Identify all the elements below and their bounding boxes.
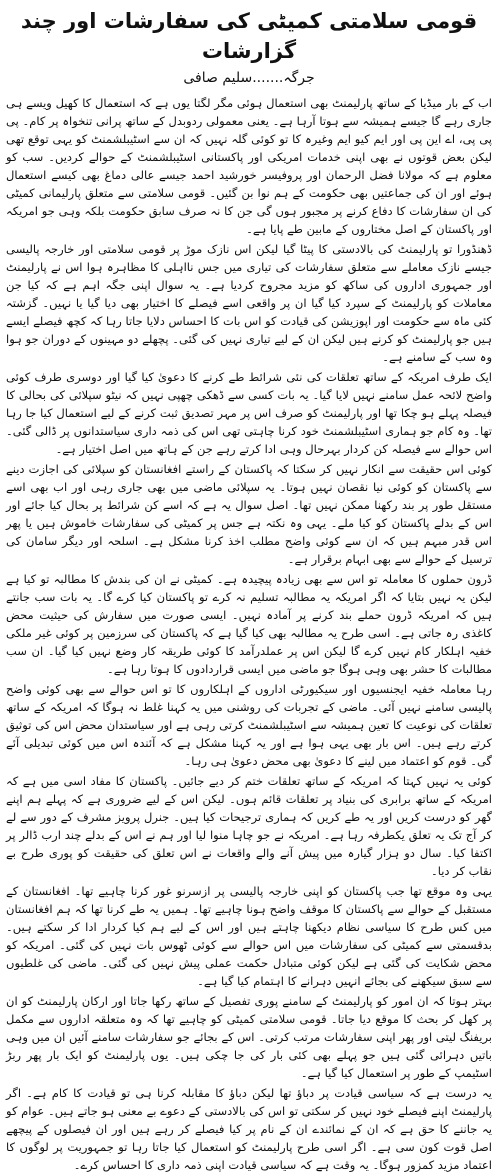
article-paragraph: یہ درست ہے کہ سیاسی قیادت پر دباؤ تھا لیکن دباؤ کا مقابلہ کرنا ہی تو قیادت کا کام ہے۔ اگر پارلیمنٹ اپنے فیصلے خود نہیں کر سکتی تو اس کی بالادستی کے دعوے بے معنی ہو جاتے ہیں۔ عوام کو یہ جاننے کا حق ہے کہ ان کے نمائندے ان کے نام پر کیا فیصلے کر رہے ہیں اور ان فیصلوں کے پیچھے اصل قوت کون سی ہے۔ اگر اسی طرح پارلیمنٹ کو استعمال کیا جاتا رہا تو جمہوریت پر لوگوں کا اعتماد مزید کمزور ہوگا۔ یہ وقت ہے کہ سیاسی قیادت اپنی ذمہ داری کا احساس کرے۔ bbox=[6, 1086, 492, 1172]
article-paragraph: ایک طرف امریکہ کے ساتھ تعلقات کی نئی شرائط طے کرنے کا دعویٰ کیا گیا اور دوسری طرف کوئی واضح لائحہ عمل سامنے نہیں لایا گیا۔ یہ بات کسی سے ڈھکی چھپی نہیں کہ نیٹو سپلائی کی بحالی کا فیصلہ پہلے ہو چکا تھا اور پارلیمنٹ کو صرف اس پر مہر تصدیق ثبت کرنے کے لیے استعمال کیا جا رہا تھا۔ وہ کام جو ہماری اسٹیبلشمنٹ خود کرنا چاہتی تھی اس کی ذمہ داری سیاستدانوں پر ڈالی گئی۔ اس حوالے سے فیصلہ کن کردار بہرحال وہی ادا کرتے رہے جن کے ہاتھ میں اصل اختیار ہے۔ bbox=[6, 370, 492, 456]
article-paragraph: کوئی اس حقیقت سے انکار نہیں کر سکتا کہ پاکستان کے راستے افغانستان کو سپلائی کی اجازت دینے سے پاکستان کو کوئی نیا نقصان نہیں ہوتا۔ یہ سپلائی ماضی میں بھی جاری رہی اور اب بھی اسے مستقل طور پر بند رکھنا ممکن نہیں تھا۔ اصل سوال یہ ہے کہ اسے کن شرائط پر بحال کیا جائے اور اس کے بدلے پاکستان کو کیا ملے۔ یہی وہ نکتہ ہے جس پر کمیٹی کی سفارشات خاموش ہیں یا پھر اس قدر مبہم ہیں کہ ان سے کوئی واضح مطلب اخذ کرنا مشکل ہے۔ اسلحہ اور دیگر سامان کی ترسیل کے حوالے سے بھی ابہام برقرار ہے۔ bbox=[6, 462, 492, 566]
article-paragraph: بہتر ہوتا کہ ان امور کو پارلیمنٹ کے سامنے پوری تفصیل کے ساتھ رکھا جاتا اور ارکان پارلیمنٹ کو ان پر کھل کر بحث کا موقع دیا جاتا۔ قومی سلامتی کمیٹی کو چاہیے تھا کہ وہ متعلقہ اداروں سے مکمل بریفنگ لیتی اور پھر اپنی سفارشات مرتب کرتی۔ اس کے بجائے جو سفارشات سامنے آئیں ان میں وہی باتیں دہرائی گئی ہیں جو پہلے بھی کئی بار کی جا چکی ہیں۔ یوں پارلیمنٹ کو ایک بار پھر ربڑ اسٹیمپ کے طور پر استعمال کیا گیا ہے۔ bbox=[6, 994, 492, 1080]
article-body bbox=[6, 94, 492, 1174]
article-paragraph: رہا معاملہ خفیہ ایجنسیوں اور سیکیورٹی اداروں کے اہلکاروں کا تو اس حوالے سے بھی کوئی واضح پالیسی سامنے نہیں آئی۔ ماضی کے تجربات کی روشنی میں یہ کہنا غلط نہ ہوگا کہ امریکہ کے ساتھ تعلقات کی نوعیت کا تعین ہمیشہ سے اسٹیبلشمنٹ کرتی رہی ہے اور سیاستدان محض اس کی توثیق کرتے رہے ہیں۔ اس بار بھی یہی ہوا ہے اور یہ کہنا مشکل ہے کہ آئندہ اس میں کوئی تبدیلی آئے گی۔ قوم کو اعتماد میں لینے کا دعویٰ بھی محض دعویٰ ہی رہا۔ bbox=[6, 682, 492, 768]
article-byline: جرگہ.......سلیم صافی bbox=[183, 70, 315, 86]
article-paragraph: ڈھنڈورا تو پارلیمنٹ کی بالادستی کا پیٹا گیا لیکن اس نازک موڑ پر قومی سلامتی اور خارجہ پالیسی جیسے نازک معاملے سے متعلق سفارشات کی تیاری میں جس نااہلی کا مظاہرہ ہوا اس نے پارلیمنٹ اور جمہوری اداروں کی ساکھ کو مزید مجروح کردیا ہے۔ یہ سوال اپنی جگہ اہم ہے کہ کیا جن معاملات کو پارلیمنٹ کے سپرد کیا گیا ان پر واقعی اسے فیصلے کا اختیار بھی دیا گیا یا نہیں۔ گزشتہ کئی ماہ سے حکومت اور اپوزیشن کی قیادت کو اس بات کا احساس دلایا جاتا رہا کہ کچھ فیصلے ایسے ہیں جو پارلیمنٹ کو کرنے ہیں لیکن ان کے لیے تیاری نہیں کی گئی۔ پچھلے دو مہینوں کے دوران جو ہوا وہ سب کے سامنے ہے۔ bbox=[6, 242, 492, 364]
article-paragraph: کوئی یہ نہیں کہتا کہ امریکہ کے ساتھ تعلقات ختم کر دیے جائیں۔ پاکستان کا مفاد اسی میں ہے کہ امریکہ کے ساتھ برابری کی بنیاد پر تعلقات قائم ہوں۔ لیکن اس کے لیے ضروری ہے کہ پہلے ہم اپنے گھر کو درست کریں اور یہ طے کریں کہ ہماری ترجیحات کیا ہیں۔ جنرل پرویز مشرف کے دور سے لے کر آج تک یہ تعلق یکطرفہ رہا ہے۔ امریکہ نے جو چاہا منوا لیا اور ہم نے اس کے بدلے چند ارب ڈالر پر اکتفا کیا۔ سال دو ہزار گیارہ میں پیش آنے والے واقعات نے اس تعلق کی حقیقت کو پوری طرح بے نقاب کر دیا۔ bbox=[6, 774, 492, 878]
article-paragraph: یہی وہ موقع تھا جب پاکستان کو اپنی خارجہ پالیسی پر ازسرنو غور کرنا چاہیے تھا۔ افغانستان کے مستقبل کے حوالے سے پاکستان کا موقف واضح ہونا چاہیے تھا۔ ہمیں یہ طے کرنا تھا کہ ہم افغانستان میں کس طرح کا سیاسی نظام دیکھنا چاہتے ہیں اور اس کے لیے ہم کیا کردار ادا کر سکتے ہیں۔ بدقسمتی سے کمیٹی کی سفارشات میں اس حوالے سے کوئی ٹھوس بات نہیں کی گئی۔ امریکہ کو محض شکایت کی گئی ہے لیکن کوئی متبادل حکمت عملی پیش نہیں کی گئی۔ ماضی کی غلطیوں سے سبق سیکھنے کی بجائے انہیں دہرانے کا اہتمام کیا گیا ہے۔ bbox=[6, 884, 492, 988]
article-paragraph: اب کے بار میڈیا کے ساتھ پارلیمنٹ بھی استعمال ہوئی مگر لگتا یوں ہے کہ استعمال کا کھیل ویسے ہی جاری رہے گا جیسے ہمیشہ سے ہوتا آرہا ہے۔ یعنی معمولی ردوبدل کے ساتھ پرانی تنخواہ پر کام۔ پی پی پی، اے این پی اور ایم کیو ایم وغیرہ کا تو کوئی گلہ نہیں کہ ان سے اسٹیبلشمنٹ کو یہی توقع تھی لیکن بعض قوتوں نے بھی اپنی خدمات امریکی اور پاکستانی اسٹیبلشمنٹ کے حوالے کردیں۔ سب کو معلوم ہے کہ مولانا فضل الرحمان اور پروفیسر خورشید احمد جیسے عالی دماغ بھی کیسے استعمال ہوئے اور ان کی جماعتیں بھی حکومت کے ہم نوا بن گئیں۔ قومی سلامتی سے متعلق پارلیمانی کمیٹی کی ان سفارشات کا دفاع کرنے پر مجبور ہوں گی جن کا نہ صرف سابق حکومت بلکہ وہی جو امریکہ اور پاکستان کے اصل مختاروں کے مابین طے پایا ہے۔ bbox=[6, 96, 492, 236]
article-title: قومی سلامتی کمیٹی کی سفارشات اور چند گزارشات bbox=[20, 9, 478, 63]
article-paragraph: ڈرون حملوں کا معاملہ تو اس سے بھی زیادہ پیچیدہ ہے۔ کمیٹی نے ان کی بندش کا مطالبہ تو کیا ہے لیکن یہ نہیں بتایا کہ اگر امریکہ یہ مطالبہ تسلیم نہ کرے تو پاکستان کیا کرے گا۔ یہ بات سب جانتے ہیں کہ امریکہ ڈرون حملے بند کرنے پر آمادہ نہیں۔ ایسی صورت میں سفارش کی حیثیت محض کاغذی رہ جاتی ہے۔ اسی طرح یہ مطالبہ بھی کیا گیا ہے کہ پاکستان کی سرزمین پر کوئی غیر ملکی خفیہ اہلکار کام نہیں کرے گا لیکن اس پر عملدرآمد کا کوئی طریقہ کار وضع نہیں کیا گیا۔ ان سب مطالبات کا حشر بھی وہی ہوگا جو ماضی میں ایسی قراردادوں کا ہوتا رہا ہے۔ bbox=[6, 572, 492, 676]
